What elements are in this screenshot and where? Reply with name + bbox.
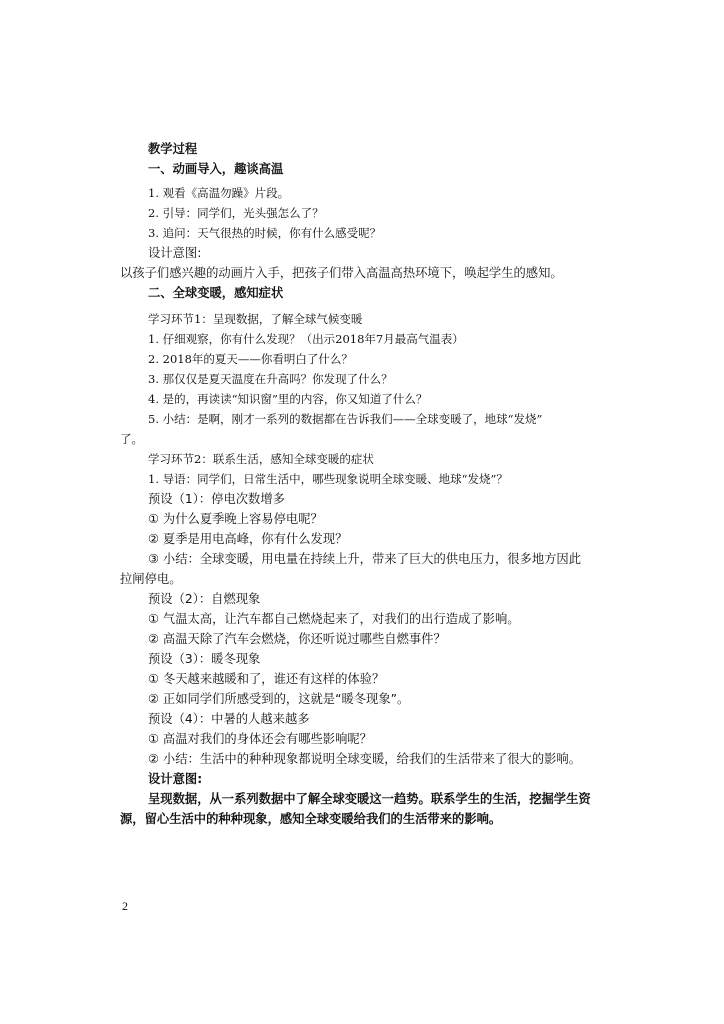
paragraph-line: ① 气温太高，让汽车都自己燃烧起来了，对我们的出行造成了影响。 (148, 612, 520, 626)
design-intent-text: 呈现数据，从一系列数据中了解全球变暖这一趋势。联系学生的生活，挖掘学生资 (148, 792, 591, 806)
paragraph-line: 2. 引导：同学们，光头强怎么了？ (148, 206, 324, 220)
design-intent-label: 设计意图: (148, 772, 203, 786)
paragraph-line: ① 为什么夏季晚上容易停电呢？ (148, 512, 323, 526)
paragraph-line: 3. 那仅仅是夏天温度在升高吗？你发现了什么？ (148, 372, 393, 386)
paragraph-line: ① 冬天越来越暖和了，谁还有这样的体验？ (148, 672, 385, 686)
design-intent-text: 以孩子们感兴趣的动画片入手，把孩子们带入高温高热环境下，唤起学生的感知。 (120, 266, 563, 280)
preset-heading: 预设（4）：中暑的人越来越多 (148, 712, 310, 726)
paragraph-line: 学习环节2：联系生活，感知全球变暖的症状 (148, 452, 374, 466)
section-heading-part-two: 二、全球变暖，感知症状 (148, 286, 284, 300)
preset-heading: 预设（3）：暖冬现象 (148, 652, 261, 666)
design-intent-label: 设计意图: (148, 246, 202, 260)
paragraph-line: 3. 追问：天气很热的时候，你有什么感受呢？ (148, 226, 382, 240)
paragraph-line: 5. 小结：是啊，刚才一系列的数据都在告诉我们——全球变暖了，地球“发烧” (148, 412, 543, 426)
paragraph-line: ① 高温对我们的身体还会有哪些影响呢？ (148, 732, 372, 746)
preset-heading: 预设（1）：停电次数增多 (148, 492, 285, 506)
section-heading-part-one: 一、动画导入，趣谈高温 (148, 162, 284, 176)
preset-heading: 预设（2）：自燃现象 (148, 592, 261, 606)
page-number: 2 (122, 899, 128, 913)
paragraph-line: 1. 观看《高温勿躁》片段。 (148, 186, 290, 200)
paragraph-line: ② 正如同学们所感受到的，这就是“暖冬现象”。 (148, 692, 410, 706)
paragraph-line: 2. 2018年的夏天——你看明白了什么？ (148, 352, 353, 366)
design-intent-text-continued: 源，留心生活中的种种现象，感知全球变暖给我们的生活带来的影响。 (120, 812, 502, 826)
document-body (120, 139, 620, 829)
paragraph-line: ③ 小结：全球变暖，用电量在持续上升，带来了巨大的供电压力，很多地方因此 (148, 552, 582, 566)
paragraph-line-continued: 拉闸停电。 (120, 572, 182, 586)
paragraph-line: 1. 导语：同学们，日常生活中，哪些现象说明全球变暖、地球“发烧”？ (148, 472, 508, 486)
paragraph-line: ② 高温天除了汽车会燃烧，你还听说过哪些自燃事件？ (148, 632, 446, 646)
paragraph-line-continued: 了。 (120, 432, 143, 446)
section-heading-teaching-process: 教学过程 (148, 142, 198, 156)
paragraph-line: 学习环节1：呈现数据，了解全球气候变暖 (148, 312, 363, 326)
paragraph-line: 4. 是的，再读读“知识窗”里的内容，你又知道了什么？ (148, 392, 428, 406)
paragraph-line: ② 小结：生活中的种种现象都说明全球变暖，给我们的生活带来了很大的影响。 (148, 752, 582, 766)
paragraph-line: 1. 仔细观察，你有什么发现？（出示2018年7月最高气温表） (148, 332, 464, 346)
paragraph-line: ② 夏季是用电高峰，你有什么发现？ (148, 532, 348, 546)
